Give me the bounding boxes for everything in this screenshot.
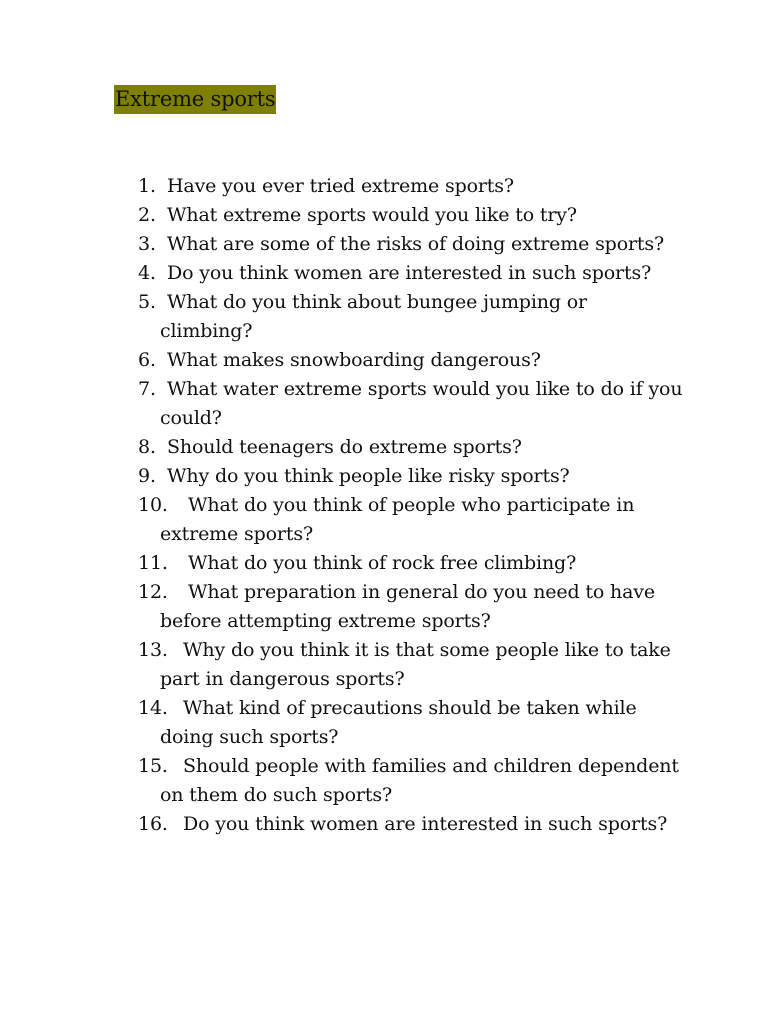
question-item <box>138 752 698 810</box>
question-item <box>138 375 698 433</box>
question-list <box>138 172 698 839</box>
question-text: What do you think of people who participate in <box>188 494 635 516</box>
question-number: 2. <box>138 204 156 226</box>
question-text: Why do you think it is that some people like to take <box>183 639 671 661</box>
question-text: Why do you think people like risky sports? <box>167 465 570 487</box>
question-item <box>138 694 698 752</box>
question-item <box>138 346 698 375</box>
question-text: Should teenagers do extreme sports? <box>167 436 522 458</box>
question-number: 9. <box>138 465 156 487</box>
question-text: What preparation in general do you need to have <box>188 581 655 603</box>
question-number: 3. <box>138 233 156 255</box>
question-text-continued: doing such sports? <box>160 726 339 748</box>
question-text-continued: on them do such sports? <box>160 784 392 806</box>
document-title: Extreme sports <box>114 85 276 114</box>
question-text-continued: could? <box>160 407 222 429</box>
question-item <box>138 810 698 839</box>
question-number: 6. <box>138 349 156 371</box>
question-text: What are some of the risks of doing extreme sports? <box>167 233 665 255</box>
question-number: 5. <box>138 291 156 313</box>
question-item <box>138 462 698 491</box>
question-number: 16. <box>138 813 168 835</box>
question-number: 4. <box>138 262 156 284</box>
question-text: What kind of precautions should be taken while <box>183 697 637 719</box>
question-number: 7. <box>138 378 156 400</box>
question-item <box>138 433 698 462</box>
question-item <box>138 549 698 578</box>
question-item <box>138 230 698 259</box>
question-item <box>138 491 698 549</box>
question-number: 11. <box>138 552 168 574</box>
question-number: 1. <box>138 175 156 197</box>
question-item <box>138 578 698 636</box>
question-item <box>138 636 698 694</box>
question-text: Do you think women are interested in such sports? <box>183 813 668 835</box>
question-item <box>138 201 698 230</box>
question-number: 13. <box>138 639 168 661</box>
question-number: 12. <box>138 581 168 603</box>
question-text: Have you ever tried extreme sports? <box>167 175 514 197</box>
question-text: What extreme sports would you like to try? <box>167 204 577 226</box>
question-text-continued: extreme sports? <box>160 523 313 545</box>
question-item <box>138 172 698 201</box>
question-item <box>138 288 698 346</box>
question-text: What makes snowboarding dangerous? <box>167 349 541 371</box>
question-number: 15. <box>138 755 168 777</box>
question-text: Do you think women are interested in such sports? <box>167 262 652 284</box>
question-number: 8. <box>138 436 156 458</box>
question-text: What water extreme sports would you like to do if you <box>167 378 683 400</box>
question-text: What do you think of rock free climbing? <box>188 552 577 574</box>
question-text-continued: before attempting extreme sports? <box>160 610 491 632</box>
question-number: 10. <box>138 494 168 516</box>
question-text-continued: part in dangerous sports? <box>160 668 405 690</box>
question-text-continued: climbing? <box>160 320 253 342</box>
question-text: Should people with families and children dependent <box>183 755 679 777</box>
question-text: What do you think about bungee jumping or <box>167 291 587 313</box>
question-number: 14. <box>138 697 168 719</box>
question-item <box>138 259 698 288</box>
